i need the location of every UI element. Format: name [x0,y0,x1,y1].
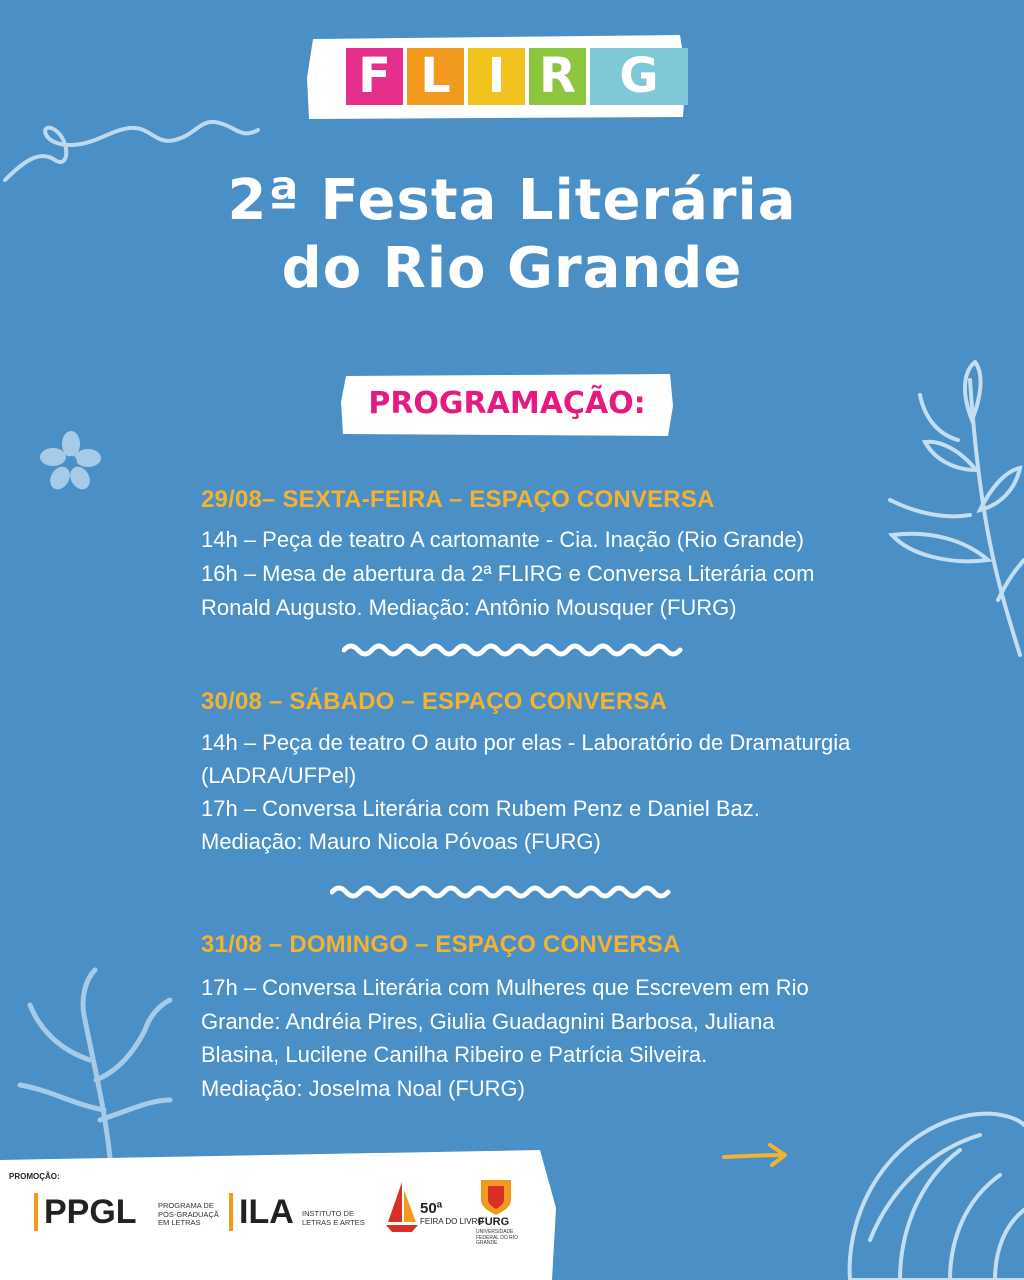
day-3-line-2: Grande: Andréia Pires, Giulia Guadagnini Barbosa, Juliana [201,1009,775,1034]
day-2-line-4: Mediação: Mauro Nicola Póvoas (FURG) [201,829,601,854]
ppgl-subtitle: PROGRAMA DE PÓS-GRADUAÇÃ EM LETRAS [158,1201,219,1227]
promocao-label: PROMOÇÃO: [9,1172,60,1181]
ila-logo: ILA [229,1193,294,1231]
day-1-line-3: Ronald Augusto. Mediação: Antônio Mousquer (FURG) [201,595,737,620]
logo-letter-i: I [468,48,525,105]
day-1-line-1: 14h – Peça de teatro A cartomante - Cia. Inação (Rio Grande) [201,527,804,552]
flirg-logo [346,48,688,105]
logo-letter-l: L [407,48,464,105]
day-1-line-2: 16h – Mesa de abertura da 2ª FLIRG e Conversa Literária com [201,561,815,586]
day-3-heading: 31/08 – DOMINGO – ESPAÇO CONVERSA [201,931,681,958]
day-2-line-2: (LADRA/UFPel) [201,763,357,788]
seaweed-icon [880,360,1024,660]
event-title-line2: do Rio Grande [281,236,743,301]
day-2-line-1: 14h – Peça de teatro O auto por elas - Laboratório de Dramaturgia [201,730,851,755]
ppgl-logo: PPGL [34,1193,137,1231]
arrow-right-icon[interactable] [720,1140,790,1170]
wave-divider-2 [330,882,672,902]
feira-livro-number: 50ª [420,1200,443,1217]
day-1-heading: 29/08– SEXTA-FEIRA – ESPAÇO CONVERSA [201,486,715,513]
furg-subtitle: UNIVERSIDADE FEDERAL DO RIO GRANDE [476,1229,519,1246]
wave-divider-1 [342,640,684,660]
day-3-line-4: Mediação: Joselma Noal (FURG) [201,1076,525,1101]
sailboat-icon [384,1180,420,1236]
day-3-line-1: 17h – Conversa Literária com Mulheres que Escrevem em Rio [201,975,809,1000]
furg-crest-icon [478,1178,514,1216]
day-3-line-3: Blasina, Lucilene Canilha Ribeiro e Patrícia Silveira. [201,1042,708,1067]
programacao-heading: PROGRAMAÇÃO: [368,386,646,421]
event-title-line1: 2ª Festa Literária [227,168,797,233]
ila-subtitle: INSTITUTO DE LETRAS E ARTES [302,1209,365,1227]
logo-letter-g: G [590,48,688,105]
flower-icon [36,426,106,496]
day-2-heading: 30/08 – SÁBADO – ESPAÇO CONVERSA [201,688,668,715]
feira-livro-label: FEIRA DO LIVRO [420,1217,484,1226]
logo-letter-f: F [346,48,403,105]
shell-icon [830,1090,1024,1280]
coral-icon [0,960,200,1160]
day-2-line-3: 17h – Conversa Literária com Rubem Penz e Daniel Baz. [201,796,760,821]
furg-logo-text: FURG [478,1216,510,1228]
logo-letter-r: R [529,48,586,105]
